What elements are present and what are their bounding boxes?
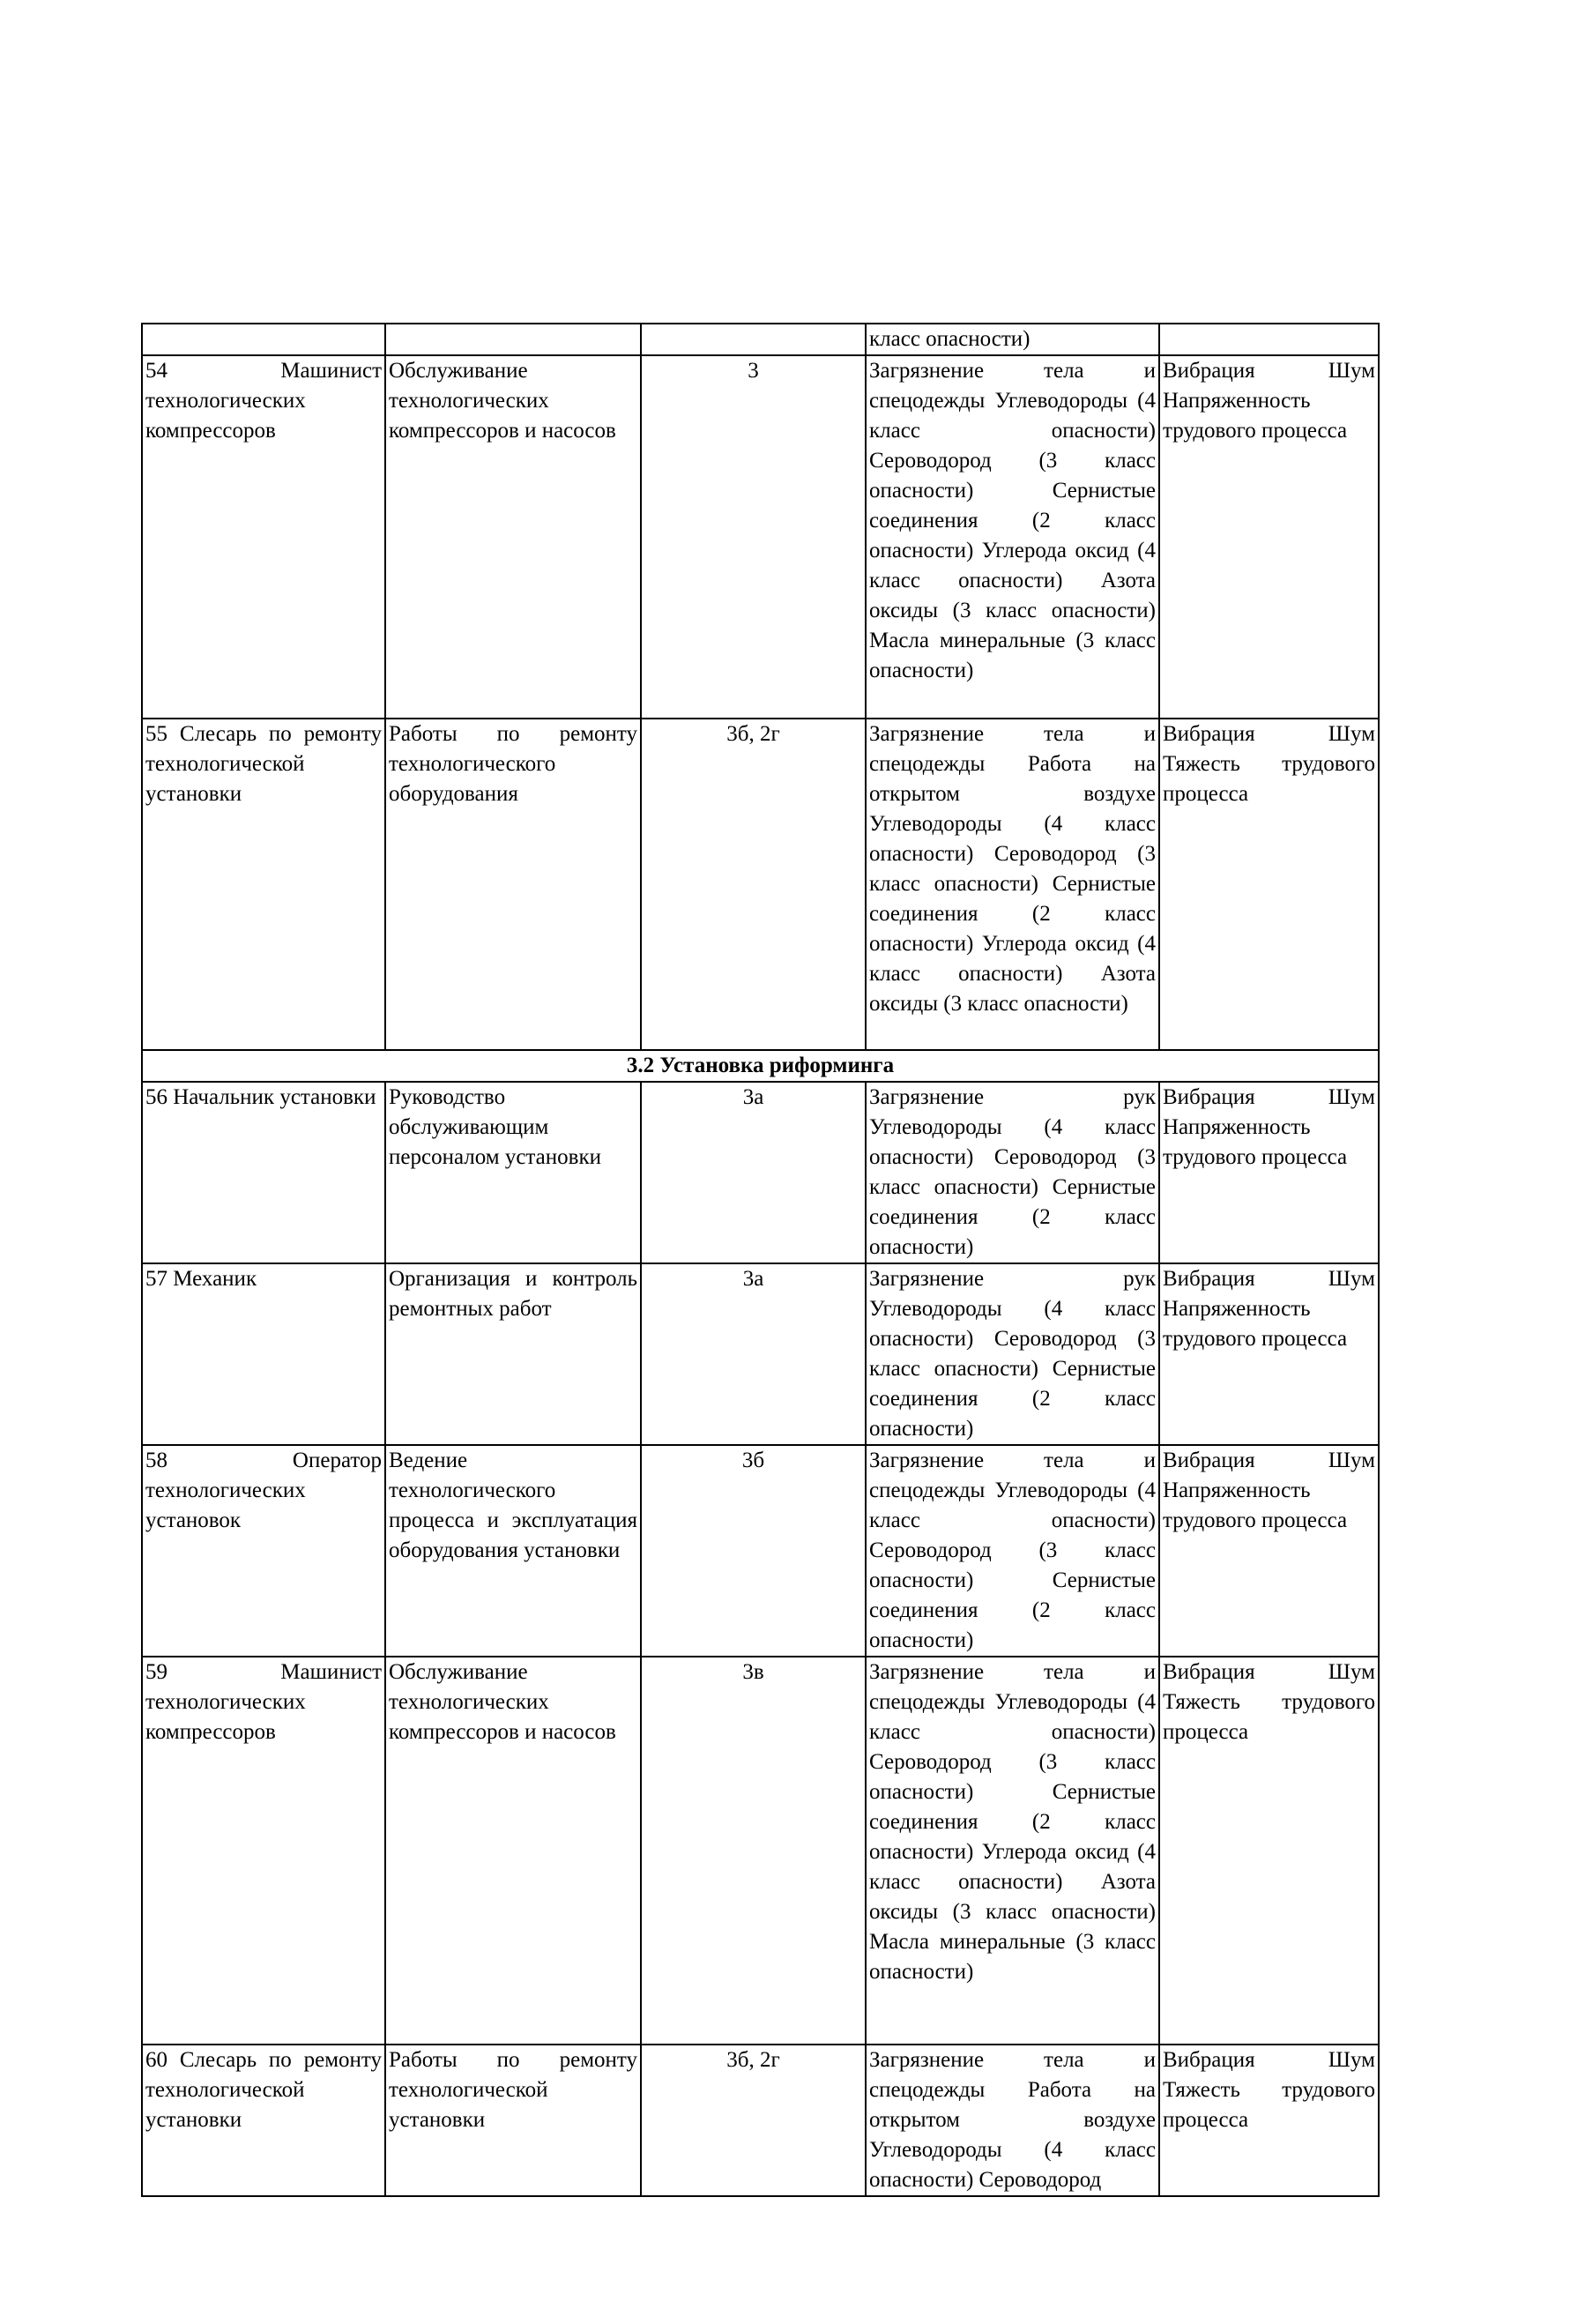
cell-work: Обслуживание технологических компрессоров и насосов bbox=[385, 355, 641, 719]
cell-work: Работы по ремонту технологической установки bbox=[385, 2045, 641, 2196]
cell-profession bbox=[142, 324, 385, 355]
table-row bbox=[142, 1082, 1379, 1263]
table-row bbox=[142, 355, 1379, 719]
profession-name: Машинист технологических компрессоров bbox=[145, 1660, 382, 1744]
cell-profession bbox=[142, 1445, 385, 1657]
cell-factors: Загрязнение тела и спецодежды Углеводороды (4 класс опасности) Сероводород (3 класс опасности) Сернистые соединения (2 класс опасности) bbox=[866, 1445, 1159, 1657]
cell-work: Ведение технологического процесса и эксплуатация оборудования установки bbox=[385, 1445, 641, 1657]
cell-work: Работы по ремонту технологического оборудования bbox=[385, 719, 641, 1050]
table-row bbox=[142, 1445, 1379, 1657]
cell-other: Вибрация Шум Тяжесть трудового процесса bbox=[1159, 2045, 1379, 2196]
row-number: 58 bbox=[145, 1449, 167, 1472]
row-number: 55 bbox=[145, 722, 167, 746]
table-row-continued bbox=[142, 324, 1379, 355]
cell-work: Организация и контроль ремонтных работ bbox=[385, 1263, 641, 1445]
cell-work: Руководство обслуживающим персоналом установки bbox=[385, 1082, 641, 1263]
row-number: 60 bbox=[145, 2048, 167, 2072]
profession-name: Слесарь по ремонту технологической установки bbox=[145, 722, 383, 806]
profession-name: Слесарь по ремонту технологической установки bbox=[145, 2048, 383, 2132]
cell-factors: Загрязнение тела и спецодежды Углеводороды (4 класс опасности) Сероводород (3 класс опасности) Сернистые соединения (2 класс опасности) Углерода оксид (4 класс опасности) Азота оксиды (3 класс опасности) Масла минеральные (3 класс опасности) bbox=[866, 1657, 1159, 2045]
row-number: 57 bbox=[145, 1267, 167, 1291]
cell-other bbox=[1159, 324, 1379, 355]
profession-name: Машинист технологических компрессоров bbox=[145, 359, 382, 443]
cell-other: Вибрация Шум Напряженность трудового процесса bbox=[1159, 1263, 1379, 1445]
cell-work bbox=[385, 324, 641, 355]
row-number: 54 bbox=[145, 359, 167, 383]
cell-factors: Загрязнение рук Углеводороды (4 класс опасности) Сероводород (3 класс опасности) Сернистые соединения (2 класс опасности) bbox=[866, 1263, 1159, 1445]
cell-class: 3б, 2г bbox=[641, 719, 866, 1050]
profession-name: Механик bbox=[173, 1267, 257, 1291]
table-row bbox=[142, 1657, 1379, 2045]
cell-profession bbox=[142, 1263, 385, 1445]
profession-name: Начальник установки bbox=[173, 1085, 376, 1109]
cell-factors: Загрязнение тела и спецодежды Работа на открытом воздухе Углеводороды (4 класс опасности) Сероводород (3 класс опасности) Сернистые соединения (2 класс опасности) Углерода оксид (4 класс опасности) Азота оксиды (3 класс опасности) bbox=[866, 719, 1159, 1050]
cell-profession bbox=[142, 719, 385, 1050]
cell-class: 3в bbox=[641, 1657, 866, 2045]
table-row bbox=[142, 719, 1379, 1050]
section-row bbox=[142, 1050, 1379, 1082]
row-number: 56 bbox=[145, 1085, 167, 1109]
cell-class: 3 bbox=[641, 355, 866, 719]
cell-profession bbox=[142, 2045, 385, 2196]
cell-profession bbox=[142, 1657, 385, 2045]
cell-class bbox=[641, 324, 866, 355]
cell-factors: Загрязнение тела и спецодежды Углеводороды (4 класс опасности) Сероводород (3 класс опасности) Сернистые соединения (2 класс опасности) Углерода оксид (4 класс опасности) Азота оксиды (3 класс опасности) Масла минеральные (3 класс опасности) bbox=[866, 355, 1159, 719]
table-row bbox=[142, 1263, 1379, 1445]
cell-class: 3б bbox=[641, 1445, 866, 1657]
section-title: 3.2 Установка риформинга bbox=[142, 1050, 1379, 1082]
cell-class: 3б, 2г bbox=[641, 2045, 866, 2196]
hazard-table bbox=[141, 323, 1380, 2197]
cell-class: 3а bbox=[641, 1263, 866, 1445]
cell-other: Вибрация Шум Напряженность трудового процесса bbox=[1159, 1445, 1379, 1657]
cell-other: Вибрация Шум Тяжесть трудового процесса bbox=[1159, 1657, 1379, 2045]
cell-profession bbox=[142, 355, 385, 719]
profession-name: Оператор технологических установок bbox=[145, 1449, 382, 1532]
table-row bbox=[142, 2045, 1379, 2196]
cell-work: Обслуживание технологических компрессоров и насосов bbox=[385, 1657, 641, 2045]
cell-class: 3а bbox=[641, 1082, 866, 1263]
cell-other: Вибрация Шум Напряженность трудового процесса bbox=[1159, 1082, 1379, 1263]
cell-factors: Загрязнение тела и спецодежды Работа на открытом воздухе Углеводороды (4 класс опасности) Сероводород bbox=[866, 2045, 1159, 2196]
cell-factors: класс опасности) bbox=[866, 324, 1159, 355]
cell-profession bbox=[142, 1082, 385, 1263]
cell-factors: Загрязнение рук Углеводороды (4 класс опасности) Сероводород (3 класс опасности) Сернистые соединения (2 класс опасности) bbox=[866, 1082, 1159, 1263]
row-number: 59 bbox=[145, 1660, 167, 1684]
cell-other: Вибрация Шум Напряженность трудового процесса bbox=[1159, 355, 1379, 719]
cell-other: Вибрация Шум Тяжесть трудового процесса bbox=[1159, 719, 1379, 1050]
